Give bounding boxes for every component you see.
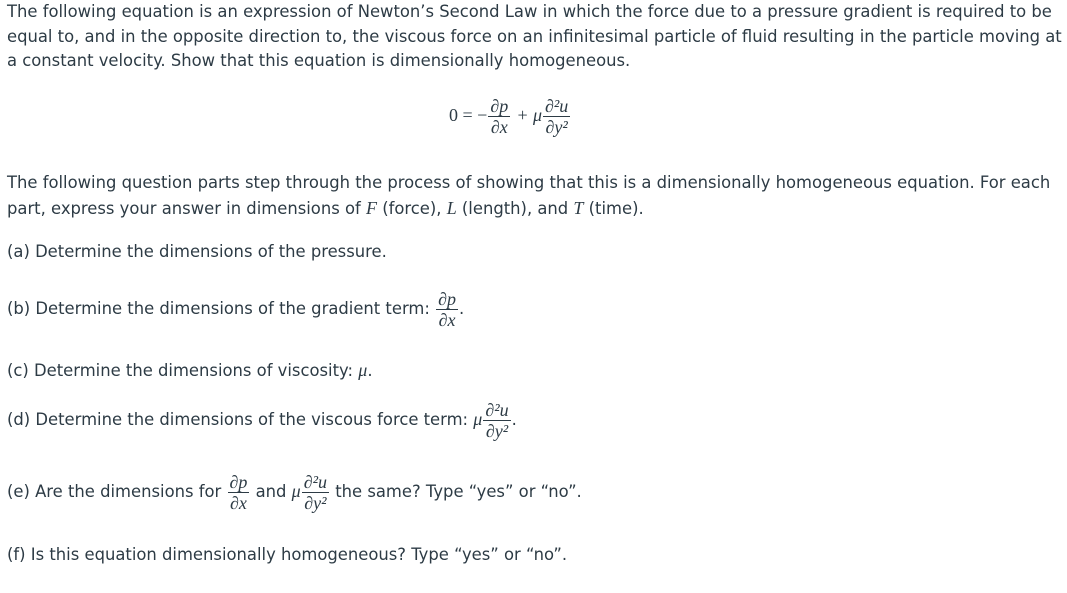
equation-fraction-pressure [488, 96, 510, 137]
part-c [7, 358, 373, 384]
fraction-numerator: ∂p [490, 96, 509, 116]
instructions-length: (length), and [456, 198, 574, 218]
part-label: (a) [7, 242, 30, 261]
fraction-numerator: ∂p [438, 289, 456, 309]
part-and: and [250, 482, 292, 501]
part-end: . [459, 299, 465, 318]
equation-lhs: 0 = − [449, 105, 488, 125]
instructions-paragraph [7, 171, 1062, 221]
fraction-denominator: ∂y² [545, 117, 568, 137]
intro-paragraph: The following equation is an expression of Newton’s Second Law in which the force due to a pressure gradient is required to be equal to, and in the opposite direction to, the viscous force on an infinitesimal particle of fluid resulting in the particle moving at a constant velocity. Show that this equation is dimensionally homogeneous. [7, 2, 1062, 71]
part-text-2: the same? Type “yes” or “no”. [330, 482, 582, 501]
dim-L: L [446, 197, 457, 218]
equation-fraction-viscous [543, 96, 570, 137]
fraction-denominator: ∂y² [304, 493, 327, 513]
mu-symbol: μ [358, 360, 368, 380]
viscous-fraction [302, 472, 329, 513]
part-e [7, 472, 582, 513]
part-text: Determine the dimensions of the pressure. [35, 242, 387, 261]
part-text: Determine the dimensions of the viscous force term: [35, 410, 474, 429]
part-label: (f) [7, 545, 26, 564]
main-equation [449, 96, 571, 137]
mu-symbol: μ [473, 409, 483, 429]
dim-T: T [573, 197, 584, 218]
part-b [7, 289, 464, 330]
fraction-denominator: ∂x [230, 493, 247, 513]
fraction-denominator: ∂x [438, 310, 456, 330]
instructions-text: The following question parts step through the process of showing that this is a dimensionally homogeneous equation. For each part, express your answer in dimensions of [7, 173, 1051, 218]
part-text: Are the dimensions for [35, 482, 227, 501]
mu-symbol: μ [291, 481, 301, 501]
fraction-numerator: ∂²u [485, 400, 509, 420]
part-f [7, 543, 567, 568]
gradient-fraction [228, 472, 250, 513]
gradient-fraction [436, 289, 458, 330]
part-text: Determine the dimensions of the gradient term: [35, 299, 436, 318]
part-text: Is this equation dimensionally homogeneous? Type “yes” or “no”. [30, 545, 568, 564]
part-label: (d) [7, 410, 31, 429]
instructions-force: (force), [376, 198, 447, 218]
fraction-denominator: ∂y² [485, 421, 509, 441]
fraction-numerator: ∂²u [545, 96, 569, 116]
equation-plus-mu: + μ [516, 105, 542, 125]
dim-F: F [365, 197, 377, 218]
part-end: . [511, 410, 517, 429]
part-label: (e) [7, 482, 30, 501]
instructions-time: (time). [583, 198, 644, 218]
fraction-numerator: ∂p [229, 472, 248, 492]
fraction-numerator: ∂²u [303, 472, 328, 492]
part-end: . [367, 361, 373, 380]
part-a [7, 240, 387, 265]
viscous-fraction [483, 400, 510, 441]
part-d [7, 400, 517, 441]
part-label: (c) [7, 361, 29, 380]
part-text: Determine the dimensions of viscosity: [34, 361, 359, 380]
fraction-denominator: ∂x [490, 117, 508, 137]
part-label: (b) [7, 299, 31, 318]
